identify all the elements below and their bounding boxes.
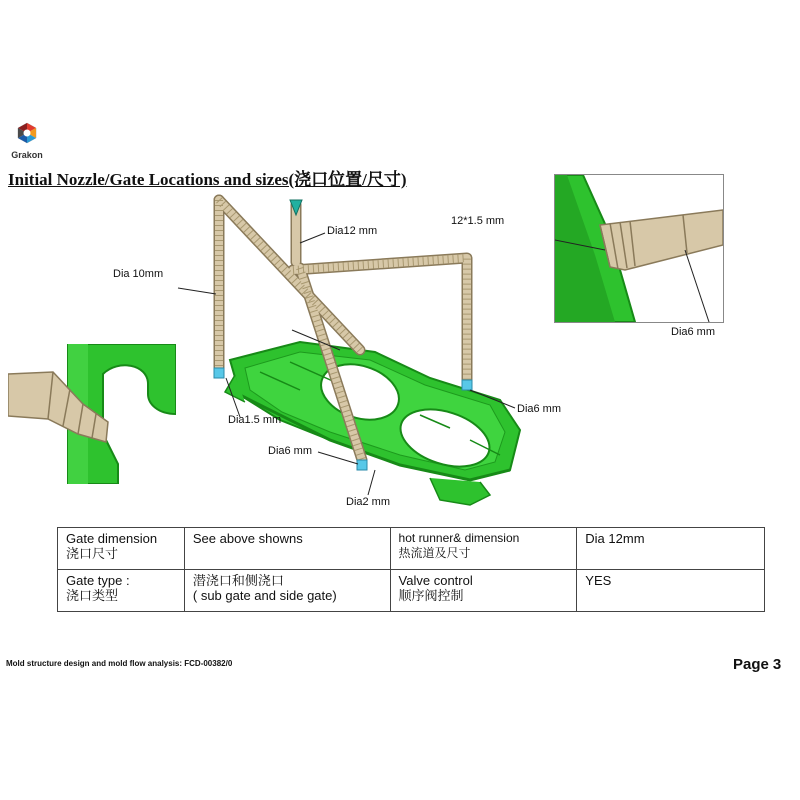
cell-line-1: Dia 12mm xyxy=(585,531,645,546)
cell-line-1: Gate dimension xyxy=(66,531,158,546)
left-gate-detail-inset xyxy=(8,344,176,484)
cell-line-1: Gate type : xyxy=(66,573,130,588)
document-reference: Mold structure design and mold flow analysis: FCD-00382/0 xyxy=(6,659,233,668)
table-cell xyxy=(184,528,390,570)
right-inset-illustration xyxy=(555,175,723,322)
cell-line-2: 浇口尺寸 xyxy=(66,546,119,561)
page-number: 3 xyxy=(772,656,782,673)
callout-dia-6mm-center: Dia6 mm xyxy=(268,445,313,457)
table-cell xyxy=(390,570,577,612)
page-label: Page xyxy=(733,656,769,673)
cell-line-2: 顺序阀控制 xyxy=(398,588,464,603)
page-title: Initial Nozzle/Gate Locations and sizes(浇口位置/尺寸) xyxy=(8,170,407,189)
table-row xyxy=(58,528,765,570)
brand-name: Grakon xyxy=(11,150,43,160)
cell-line-2: 热流道及尺寸 xyxy=(398,546,471,560)
page-indicator xyxy=(729,656,781,673)
table-cell xyxy=(577,528,765,570)
table-cell xyxy=(390,528,577,570)
table-cell xyxy=(184,570,390,612)
cell-line-1: YES xyxy=(585,573,612,588)
cell-line-1: Valve control xyxy=(398,573,473,588)
gate-spec-table xyxy=(57,527,765,612)
table-row xyxy=(58,570,765,612)
callout-dia-2mm: Dia2 mm xyxy=(346,496,391,508)
callout-dia-6mm-right: Dia6 mm xyxy=(517,403,562,415)
right-gate-detail-inset xyxy=(554,174,724,323)
grakon-hexagon-icon xyxy=(16,122,38,144)
left-inset-illustration xyxy=(8,344,176,484)
callout-dia-10mm: Dia 10mm xyxy=(113,268,164,280)
callout-inset-dia-6mm: Dia6 mm xyxy=(671,326,716,338)
cell-line-2: ( sub gate and side gate) xyxy=(192,588,337,603)
callout-dia-1-5mm: Dia1.5 mm xyxy=(228,414,282,426)
callout-dia-12mm: Dia12 mm xyxy=(327,225,378,237)
cell-line-1: hot runner& dimension xyxy=(398,531,520,545)
table-cell xyxy=(58,528,185,570)
cell-line-1: See above showns xyxy=(192,531,303,546)
cell-line-2: 浇口类型 xyxy=(66,588,119,603)
table-cell xyxy=(577,570,765,612)
table-cell xyxy=(58,570,185,612)
grakon-logo xyxy=(4,122,50,160)
cell-line-1: 潜浇口和侧浇口 xyxy=(192,573,284,588)
callout-inset-12x1-5mm: 12*1.5 mm xyxy=(451,215,505,227)
